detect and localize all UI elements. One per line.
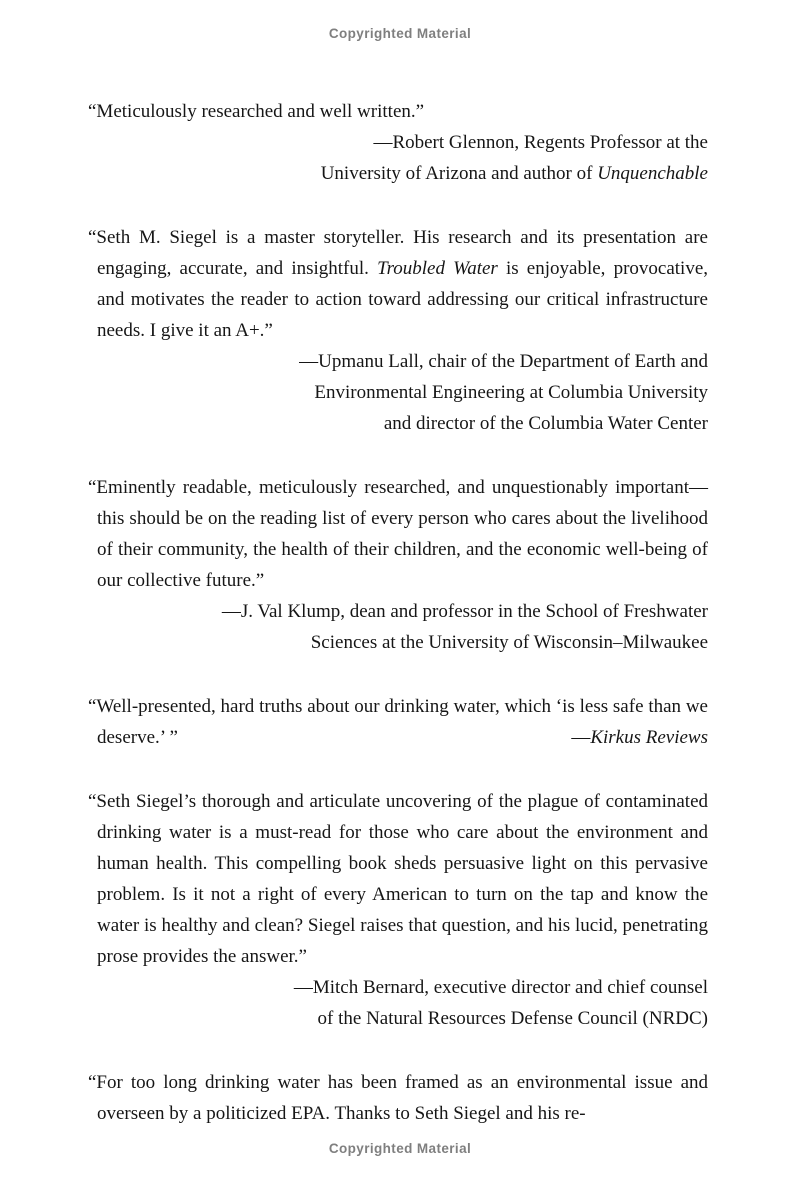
attribution-text: —Upmanu Lall, chair of the Department of Earth and — [299, 351, 708, 372]
attribution-line — [88, 346, 708, 377]
book-title-italic: Troubled Water — [377, 258, 498, 279]
quote-text: “Eminently readable, meticulously researched, and unquestionably important—this should be on the reading list of every person who cares about the livelihood of their community, the health of their children, and the economic well-being of our collective future.” — [88, 477, 708, 591]
attribution-line — [88, 158, 708, 189]
attribution-italic-text: Kirkus Reviews — [590, 727, 708, 748]
attribution-line — [88, 408, 708, 439]
attribution-line — [88, 627, 708, 658]
copyright-notice-top: Copyrighted Material — [328, 26, 472, 41]
attribution-text: of the Natural Resources Defense Council (NRDC) — [317, 1008, 708, 1029]
blurb-quote — [88, 472, 708, 596]
attribution-text: —J. Val Klump, dean and professor in the School of Freshwater — [221, 601, 708, 622]
blurb-attribution — [88, 972, 708, 1034]
blurb-quote — [88, 96, 708, 127]
blurb — [88, 472, 708, 658]
blurb-attribution — [88, 127, 708, 189]
attribution-line — [88, 127, 708, 158]
blurb-attribution — [88, 596, 708, 658]
attribution-text: University of Arizona and author of — [320, 163, 598, 184]
quote-text: “Seth Siegel’s thorough and articulate uncovering of the plague of contaminated drinking water is a must-read for those who care about the environment and human health. This compelling book sheds persuasive light on this pervasive problem. Is it not a right of every American to turn on the tap and know the water is healthy and clean? Siegel raises that question, and his lucid, penetrating prose provides the answer.” — [88, 791, 708, 967]
blurb — [88, 691, 708, 753]
attribution-line — [88, 1003, 708, 1034]
quote-text: “Seth M. Siegel is a master storyteller. His research and its presentation are engaging, accurate, and insightful. — [88, 227, 708, 279]
attribution-text: and director of the Columbia Water Center — [383, 413, 708, 434]
quote-text: “For too long drinking water has been framed as an environmental issue and overseen by a politicized EPA. Thanks to Seth Siegel and his re- — [88, 1072, 708, 1124]
attribution-italic-text: Unquenchable — [597, 163, 708, 184]
blurb-quote — [88, 222, 708, 346]
attribution-text: — — [571, 727, 591, 748]
attribution-text: —Robert Glennon, Regents Professor at the — [373, 132, 708, 153]
praise-blurb-list — [88, 96, 708, 1129]
attribution-text: Sciences at the University of Wisconsin–Milwaukee — [310, 632, 708, 653]
attribution-line — [88, 972, 708, 1003]
attribution-text: Environmental Engineering at Columbia University — [314, 382, 708, 403]
blurb — [88, 222, 708, 439]
attribution-line — [88, 596, 708, 627]
blurb-quote — [88, 1067, 708, 1129]
attribution-line — [88, 377, 708, 408]
quote-text: “Meticulously researched and well written.” — [88, 101, 425, 122]
blurb — [88, 96, 708, 189]
attribution-text: —Mitch Bernard, executive director and chief counsel — [293, 977, 708, 998]
quote-text: “Well-presented, hard truths about our drinking water, which ‘is less safe than we deserve.’ ” — [88, 696, 708, 748]
blurb — [88, 786, 708, 1034]
attribution-line — [88, 722, 708, 753]
quote-text: is enjoyable, provocative, and motivates the reader to action toward addressing our critical infrastructure needs. I give it an A+.” — [97, 258, 709, 341]
blurb — [88, 1067, 708, 1129]
blurb-quote — [88, 786, 708, 972]
blurb-attribution — [88, 722, 708, 753]
copyright-notice-bottom: Copyrighted Material — [328, 1141, 472, 1156]
blurb-attribution — [88, 346, 708, 439]
